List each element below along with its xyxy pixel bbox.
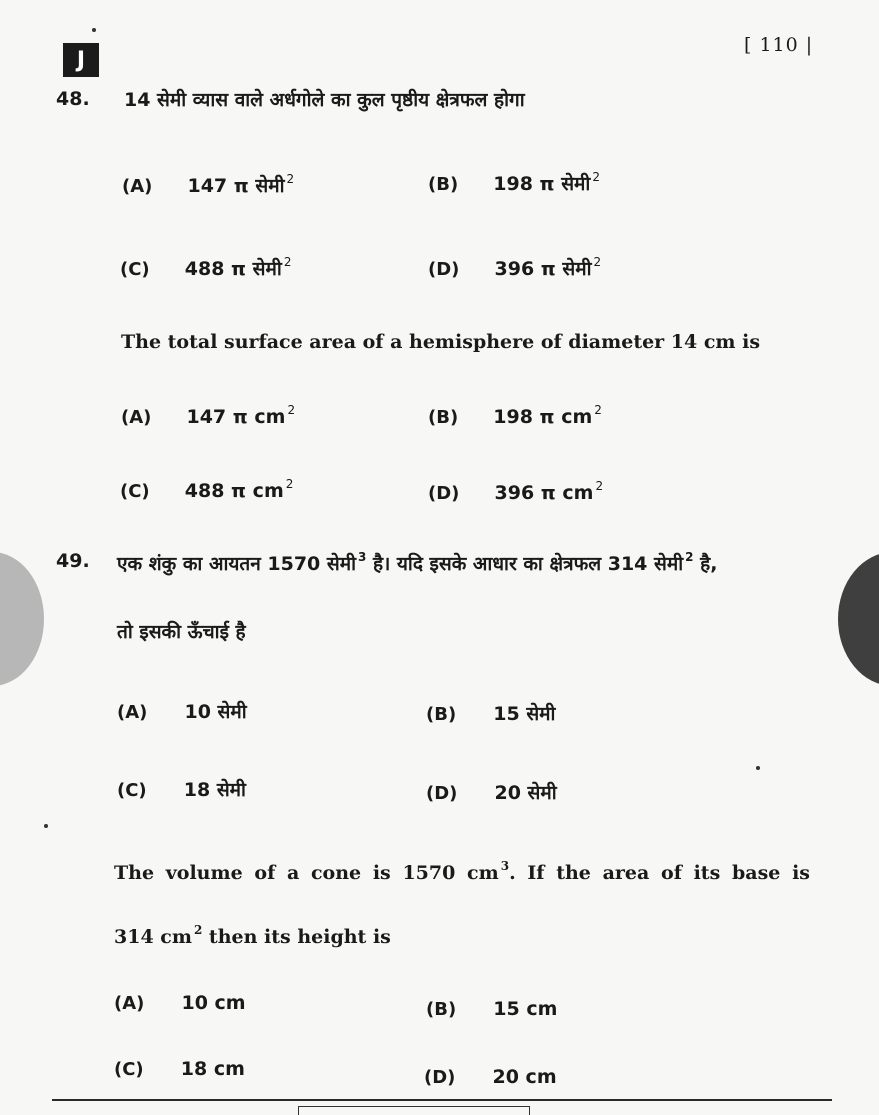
q48-english-option-c xyxy=(120,477,294,502)
option-label: (D) xyxy=(428,483,460,504)
q48-hindi-option-b xyxy=(428,170,600,196)
option-value: 396 π cm xyxy=(494,482,594,504)
q48-hindi-option-d xyxy=(428,255,601,281)
word: The xyxy=(114,862,155,884)
option-superscript: 2 xyxy=(593,255,602,269)
word: area xyxy=(602,862,650,884)
question-49-hindi-line-2: तो इसकी ऊँचाई है xyxy=(117,621,246,643)
word: 1570 xyxy=(402,862,456,884)
option-superscript: 2 xyxy=(594,403,602,417)
scan-speck xyxy=(44,824,48,828)
option-value: 18 सेमी xyxy=(183,779,246,801)
option-label: (C) xyxy=(120,481,150,502)
word: cone xyxy=(310,862,362,884)
option-label: (A) xyxy=(114,993,145,1014)
option-value: 198 π सेमी xyxy=(493,173,591,195)
option-label: (D) xyxy=(426,783,458,804)
option-value: 488 π सेमी xyxy=(184,258,282,280)
superscript: 2 xyxy=(193,923,203,937)
line-part: then its height is xyxy=(202,926,391,948)
option-superscript: 2 xyxy=(595,479,604,493)
q49-hindi-option-d xyxy=(426,779,557,805)
word: is xyxy=(792,862,810,884)
option-label: (B) xyxy=(428,174,459,195)
q49-hindi-option-b xyxy=(426,700,555,726)
question-49-number: 49. xyxy=(56,550,90,572)
word: cm xyxy=(467,862,499,884)
q48-english-option-b xyxy=(428,403,602,428)
option-value: 15 cm xyxy=(493,998,558,1020)
superscript: 2 xyxy=(685,550,694,564)
word: volume xyxy=(165,862,243,884)
scan-speck xyxy=(756,766,760,770)
option-value: 10 cm xyxy=(181,992,246,1014)
q49-english-option-a xyxy=(114,992,246,1014)
option-value: 396 π सेमी xyxy=(494,258,592,280)
word: the xyxy=(556,862,591,884)
series-badge: J xyxy=(63,43,99,77)
superscript: 3 xyxy=(358,550,367,564)
option-value: 488 π cm xyxy=(184,480,284,502)
q48-english-option-d xyxy=(428,479,604,504)
option-label: (C) xyxy=(114,1059,144,1080)
option-value: 18 cm xyxy=(180,1058,245,1080)
option-superscript: 2 xyxy=(592,170,600,184)
q49-hindi-option-c xyxy=(117,776,246,802)
option-value: 198 π cm xyxy=(493,406,593,428)
question-48-hindi-text: 14 सेमी व्यास वाले अर्धगोले का कुल पृष्ठीय क्षेत्रफल होगा xyxy=(124,89,525,111)
scan-speck xyxy=(92,28,96,32)
option-label: (B) xyxy=(426,999,457,1020)
option-value: 147 π cm xyxy=(186,406,286,428)
question-49-english-line-1 xyxy=(114,859,810,884)
option-superscript: 2 xyxy=(286,172,295,186)
page-number: [ 110 | xyxy=(744,34,814,56)
option-superscript: 2 xyxy=(283,255,292,269)
word: its xyxy=(693,862,721,884)
question-49-english-line-2 xyxy=(114,923,391,948)
q49-hindi-option-a xyxy=(117,698,247,724)
option-value: 10 सेमी xyxy=(184,701,247,723)
option-label: (C) xyxy=(117,780,147,801)
q48-hindi-option-c xyxy=(120,255,291,281)
superscript: 3 xyxy=(500,859,510,873)
option-superscript: 2 xyxy=(285,477,294,491)
hindi-line-part: एक शंकु का आयतन 1570 सेमी xyxy=(117,553,357,575)
q48-hindi-option-a xyxy=(122,172,294,198)
hindi-line-part: है। यदि इसके आधार का क्षेत्रफल 314 सेमी xyxy=(366,553,684,575)
option-superscript: 2 xyxy=(287,403,296,417)
question-48-number: 48. xyxy=(56,88,90,110)
option-value: 20 सेमी xyxy=(494,782,557,804)
footer-rule xyxy=(52,1099,832,1101)
option-value: 20 cm xyxy=(492,1066,557,1088)
q49-english-option-b xyxy=(426,998,557,1020)
option-label: (A) xyxy=(122,176,153,197)
word: of xyxy=(254,862,276,884)
option-label: (C) xyxy=(120,259,150,280)
binder-hole-right xyxy=(838,552,879,686)
word: is xyxy=(372,862,391,884)
option-value: 147 π सेमी xyxy=(187,175,285,197)
word: base xyxy=(731,862,781,884)
option-label: (B) xyxy=(428,407,459,428)
word-group xyxy=(467,859,516,884)
option-label: (B) xyxy=(426,704,457,725)
q48-english-option-a xyxy=(121,403,296,428)
option-label: (D) xyxy=(424,1067,456,1088)
option-label: (D) xyxy=(428,259,460,280)
word: If xyxy=(527,862,545,884)
q49-english-option-d xyxy=(424,1066,557,1088)
binder-hole-left xyxy=(0,552,44,686)
word: a xyxy=(286,862,300,884)
q49-english-option-c xyxy=(114,1058,245,1080)
line-part: 314 cm xyxy=(114,926,192,948)
hindi-line-part: है, xyxy=(693,553,718,575)
word: of xyxy=(661,862,682,884)
word: . xyxy=(509,862,516,884)
option-label: (A) xyxy=(117,702,148,723)
option-label: (A) xyxy=(121,407,152,428)
option-value: 15 सेमी xyxy=(493,703,556,725)
question-48-english-text: The total surface area of a hemisphere of diameter 14 cm is xyxy=(121,331,761,353)
question-49-hindi-line-1 xyxy=(117,550,717,576)
